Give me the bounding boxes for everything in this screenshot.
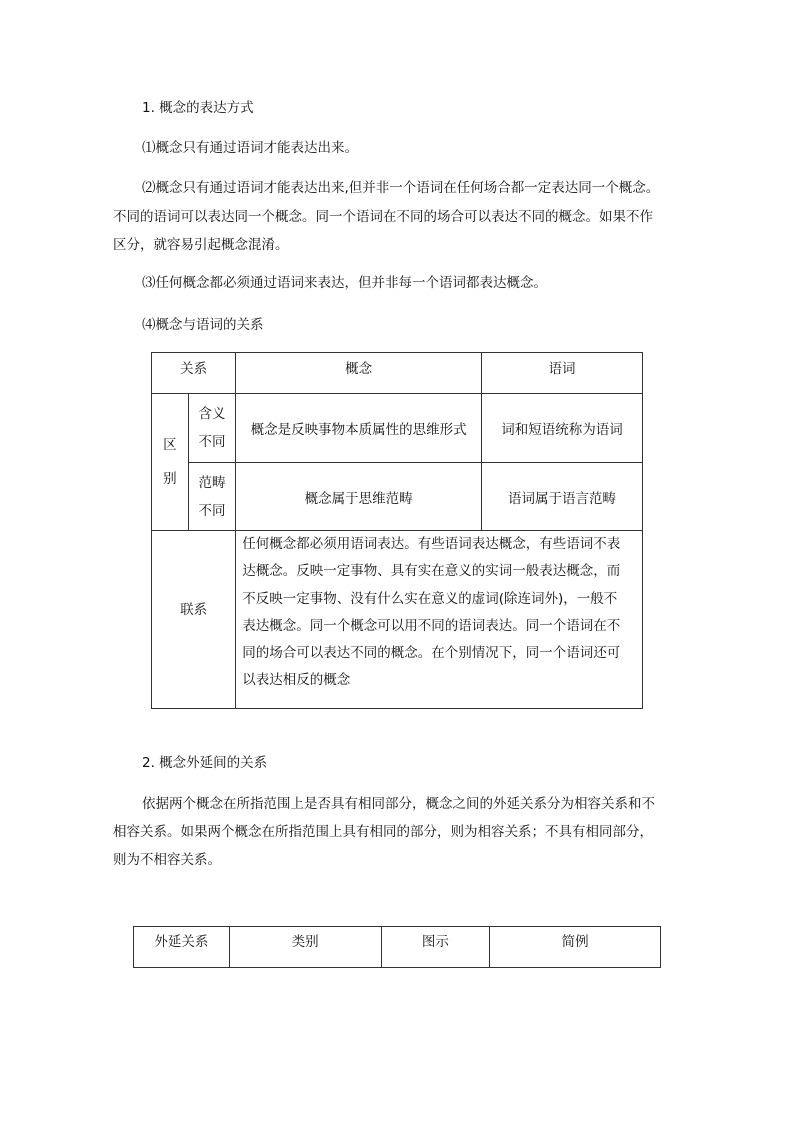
item1-text: ⑴概念只有通过语词才能表达出来。 (142, 140, 358, 156)
header-word: 语词 (482, 353, 643, 394)
row1-concept: 概念是反映事物本质属性的思维形式 (236, 394, 482, 463)
section2-para-line3: 则为不相容关系。 (113, 852, 221, 868)
link-line: 表达概念。同一个概念可以用不同的语词表达。同一个语词在不 (242, 617, 621, 634)
link-line: 达概念。反映一定事物、具有实在意义的实词一般表达概念，而 (242, 563, 621, 580)
link-content (236, 531, 643, 709)
table1-header-row (152, 353, 643, 394)
col-diagram: 图示 (381, 927, 490, 968)
row2-label-line2: 不同 (198, 502, 226, 519)
section1-heading: 1. 概念的表达方式 (142, 100, 254, 116)
table2-header-row (134, 927, 661, 968)
col-extension-relation: 外延关系 (134, 927, 230, 968)
section2-heading: 2. 概念外延间的关系 (142, 755, 268, 771)
difference-label (152, 394, 189, 531)
item2-line3: 区分，就容易引起概念混淆。 (113, 237, 289, 253)
item4-text: ⑷概念与语词的关系 (142, 317, 264, 333)
row2-label-line1: 范畴 (198, 474, 226, 491)
row2-concept: 概念属于思维范畴 (236, 463, 482, 531)
link-label: 联系 (152, 531, 236, 709)
header-relation: 关系 (152, 353, 236, 394)
col-category: 类别 (229, 927, 381, 968)
row1-label (188, 394, 236, 463)
item2-line2: 不同的语词可以表达同一个概念。同一个语词在不同的场合可以表达不同的概念。如果不作 (113, 209, 653, 225)
table1-row-meaning (152, 394, 643, 463)
row1-label-line1: 含义 (198, 406, 226, 422)
row2-word: 语词属于语言范畴 (482, 463, 643, 531)
col-example: 简例 (490, 927, 661, 968)
link-line: 不反映一定事物、没有什么实在意义的虚词(除连词外)，一般不 (242, 590, 618, 607)
extension-relation-table (133, 926, 661, 968)
section2-para-line1: 依据两个概念在所指范围上是否具有相同部分，概念之间的外延关系分为相容关系和不 (142, 796, 655, 812)
difference-char-1: 区 (163, 437, 177, 453)
difference-char-2: 别 (163, 471, 177, 487)
table1-row-link (152, 531, 643, 709)
header-concept: 概念 (236, 353, 482, 394)
concept-word-table (151, 352, 643, 709)
row1-word: 词和短语统称为语词 (482, 394, 643, 463)
item2-line1: ⑵概念只有通过语词才能表达出来,但并非一个语词在任何场合都一定表达同一个概念。 (142, 180, 660, 196)
item3-text: ⑶任何概念都必须通过语词来表达，但并非每一个语词都表达概念。 (142, 275, 547, 291)
link-line: 同的场合可以表达不同的概念。在个别情况下，同一个语词还可 (242, 645, 621, 662)
row2-label (188, 463, 236, 531)
section2-para-line2: 相容关系。如果两个概念在所指范围上具有相同的部分，则为相容关系；不具有相同部分， (113, 824, 653, 840)
link-line: 以表达相反的概念 (242, 672, 351, 689)
row1-label-line2: 不同 (198, 434, 226, 450)
link-line: 任何概念都必须用语词表达。有些语词表达概念，有些语词不表 (242, 536, 621, 552)
table1-row-category (152, 463, 643, 531)
